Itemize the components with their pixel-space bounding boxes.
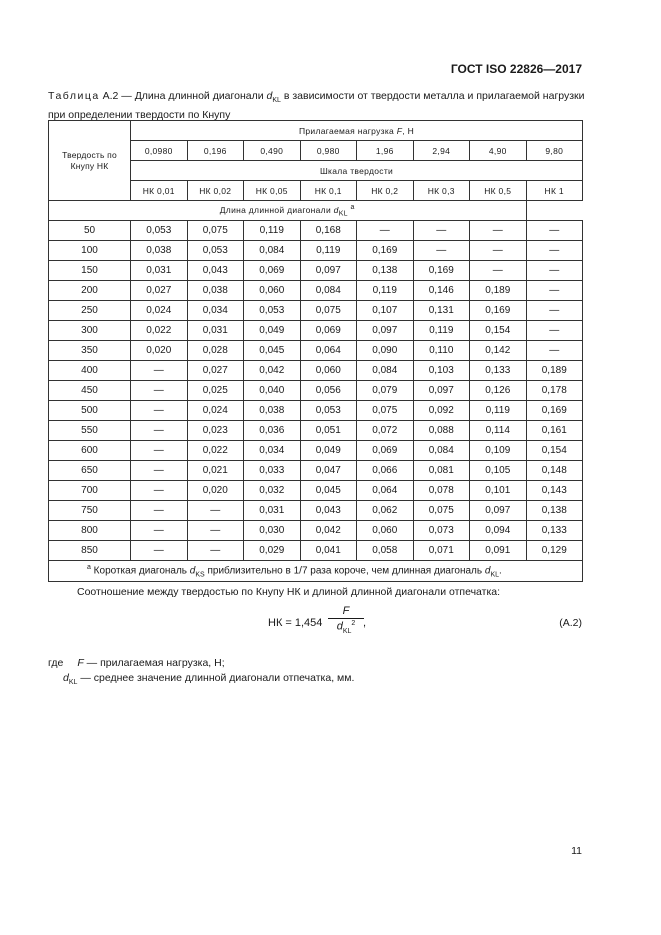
scale-cell: НК 0,2 [357, 181, 414, 201]
diagonal-value-cell: 0,042 [244, 361, 301, 381]
diagonal-value-cell: 0,025 [187, 381, 244, 401]
where-d-symbol: d [63, 672, 69, 684]
formula-comma: , [363, 617, 367, 629]
diagonal-value-cell: 0,049 [244, 321, 301, 341]
caption-number: А.2 [102, 90, 119, 102]
diagonal-value-cell: 0,040 [244, 381, 301, 401]
diagonal-value-cell: — [526, 261, 583, 281]
table-row [49, 501, 583, 521]
diagonal-value-cell: — [526, 301, 583, 321]
length-sub: KL [338, 210, 348, 218]
diagonal-value-cell: 0,028 [187, 341, 244, 361]
table-row [49, 261, 583, 281]
diagonal-value-cell: 0,036 [244, 421, 301, 441]
diagonal-value-cell: — [526, 341, 583, 361]
diagonal-value-cell: 0,064 [357, 481, 414, 501]
table-row [49, 521, 583, 541]
hardness-cell: 200 [49, 281, 131, 301]
diagonal-value-cell: 0,043 [300, 501, 357, 521]
diagonal-value-cell: 0,126 [470, 381, 527, 401]
diagonal-value-cell: 0,060 [244, 281, 301, 301]
diagonal-value-cell: 0,066 [357, 461, 414, 481]
diagonal-value-cell: 0,038 [244, 401, 301, 421]
diagonal-value-cell: 0,119 [470, 401, 527, 421]
diagonal-value-cell: 0,088 [413, 421, 470, 441]
equation-number: (А.2) [559, 617, 582, 629]
diagonal-value-cell: 0,146 [413, 281, 470, 301]
where-f-symbol: F [77, 657, 84, 669]
footnote-text-mid: приблизительно в 1/7 раза короче, чем длинная диагональ [204, 565, 485, 577]
diagonal-value-cell: 0,020 [131, 341, 188, 361]
diagonal-value-cell: 0,038 [131, 241, 188, 261]
diagonal-value-cell: 0,154 [526, 441, 583, 461]
load-value-cell: 0,980 [300, 141, 357, 161]
diagonal-value-cell: 0,097 [470, 501, 527, 521]
scale-header: Шкала твердости [131, 161, 583, 181]
table-row [49, 341, 583, 361]
diagonal-value-cell: 0,030 [244, 521, 301, 541]
diagonal-value-cell: 0,161 [526, 421, 583, 441]
hardness-cell: 600 [49, 441, 131, 461]
load-value-cell: 1,96 [357, 141, 414, 161]
caption-symbol: d [266, 90, 273, 102]
diagonal-value-cell: 0,097 [357, 321, 414, 341]
length-header [49, 201, 527, 221]
diagonal-value-cell: — [187, 541, 244, 561]
where-d-desc: — среднее значение длинной диагонали отпечатка, мм. [77, 672, 355, 684]
scale-cell: НК 0,5 [470, 181, 527, 201]
table-row [49, 321, 583, 341]
diagonal-value-cell: 0,119 [357, 281, 414, 301]
where-f-desc: — прилагаемая нагрузка, Н; [83, 657, 225, 669]
diagonal-value-cell: 0,148 [526, 461, 583, 481]
diagonal-value-cell: 0,041 [300, 541, 357, 561]
diagonal-value-cell: 0,097 [413, 381, 470, 401]
diagonal-value-cell: 0,075 [300, 301, 357, 321]
formula-lhs: НК = 1,454 [268, 617, 323, 629]
diagonal-value-cell: 0,042 [300, 521, 357, 541]
diagonal-value-cell: 0,092 [413, 401, 470, 421]
diagonal-value-cell: 0,031 [187, 321, 244, 341]
diagonal-value-cell: 0,027 [187, 361, 244, 381]
diagonal-value-cell: 0,078 [413, 481, 470, 501]
diagonal-value-cell: 0,060 [357, 521, 414, 541]
footnote-text-before: Короткая диагональ [90, 565, 190, 577]
diagonal-value-cell: — [131, 381, 188, 401]
diagonal-value-cell: 0,071 [413, 541, 470, 561]
table-row [49, 541, 583, 561]
table-row [49, 301, 583, 321]
where-word: где [48, 657, 64, 669]
diagonal-value-cell: 0,103 [413, 361, 470, 381]
diagonal-value-cell: 0,034 [244, 441, 301, 461]
diagonal-value-cell: 0,053 [300, 401, 357, 421]
diagonal-value-cell: 0,154 [470, 321, 527, 341]
caption-text-before: — Длина длинной диагонали [118, 90, 267, 102]
footnote-text-end: . [499, 565, 502, 577]
load-value-cell: 4,90 [470, 141, 527, 161]
diagonal-value-cell: 0,169 [357, 241, 414, 261]
diagonal-value-cell: 0,105 [470, 461, 527, 481]
hardness-cell: 700 [49, 481, 131, 501]
diagonal-value-cell: 0,097 [300, 261, 357, 281]
diagonal-value-cell: — [357, 221, 414, 241]
diagonal-value-cell: 0,075 [357, 401, 414, 421]
caption-label: Таблица [48, 90, 100, 102]
diagonal-value-cell: — [187, 501, 244, 521]
diagonal-value-cell: 0,090 [357, 341, 414, 361]
formula-den-sup: 2 [351, 620, 356, 627]
table-row [49, 381, 583, 401]
hardness-cell: 850 [49, 541, 131, 561]
diagonal-value-cell: 0,031 [131, 261, 188, 281]
diagonal-value-cell: 0,107 [357, 301, 414, 321]
scale-cell: НК 0,01 [131, 181, 188, 201]
diagonal-value-cell: 0,069 [300, 321, 357, 341]
diagonal-value-cell: 0,079 [357, 381, 414, 401]
footnote-sym2: d [484, 565, 491, 577]
footnote-mark: a [87, 564, 91, 571]
diagonal-value-cell: 0,021 [187, 461, 244, 481]
diagonal-value-cell: 0,033 [244, 461, 301, 481]
diagonal-value-cell: 0,051 [300, 421, 357, 441]
diagonal-value-cell: 0,043 [187, 261, 244, 281]
table-row [49, 421, 583, 441]
caption-symbol-sub: KL [272, 97, 281, 105]
scale-cell: НК 0,02 [187, 181, 244, 201]
formula-den-sub: KL [342, 627, 352, 635]
hardness-cell: 750 [49, 501, 131, 521]
diagonal-value-cell: 0,129 [526, 541, 583, 561]
diagonal-value-cell: 0,189 [470, 281, 527, 301]
diagonal-value-cell: 0,049 [300, 441, 357, 461]
table-row [49, 401, 583, 421]
diagonal-value-cell: 0,142 [470, 341, 527, 361]
hardness-cell: 400 [49, 361, 131, 381]
diagonal-value-cell: 0,072 [357, 421, 414, 441]
diagonal-value-cell: 0,143 [526, 481, 583, 501]
table-row [49, 361, 583, 381]
hardness-cell: 350 [49, 341, 131, 361]
table-container [48, 120, 583, 582]
diagonal-value-cell: — [131, 441, 188, 461]
diagonal-value-cell: — [526, 321, 583, 341]
diagonal-value-cell: 0,020 [187, 481, 244, 501]
diagonal-value-cell: 0,169 [470, 301, 527, 321]
hardness-cell: 250 [49, 301, 131, 321]
diagonal-value-cell: 0,023 [187, 421, 244, 441]
diagonal-value-cell: 0,084 [300, 281, 357, 301]
body-paragraph: Соотношение между твердостью по Кнупу НК и длиной длинной диагонали отпечатка: [77, 586, 501, 598]
diagonal-value-cell: 0,169 [413, 261, 470, 281]
diagonal-value-cell: 0,027 [131, 281, 188, 301]
diagonal-value-cell: 0,114 [470, 421, 527, 441]
hardness-cell: 150 [49, 261, 131, 281]
where-line-f [48, 657, 225, 669]
diagonal-value-cell: — [131, 541, 188, 561]
diagonal-value-cell: 0,034 [187, 301, 244, 321]
diagonal-value-cell: 0,053 [244, 301, 301, 321]
diagonal-value-cell: 0,091 [470, 541, 527, 561]
hardness-cell: 300 [49, 321, 131, 341]
diagonal-value-cell: 0,073 [413, 521, 470, 541]
hardness-cell: 500 [49, 401, 131, 421]
diagonal-value-cell: 0,022 [187, 441, 244, 461]
scale-cell: НК 0,3 [413, 181, 470, 201]
scale-cell: НК 0,05 [244, 181, 301, 201]
diagonal-value-cell: 0,038 [187, 281, 244, 301]
hardness-cell: 100 [49, 241, 131, 261]
diagonal-value-cell: — [131, 421, 188, 441]
diagonal-value-cell: 0,119 [413, 321, 470, 341]
diagonal-value-cell: — [526, 221, 583, 241]
diagonal-value-cell: — [131, 501, 188, 521]
diagonal-value-cell: 0,056 [300, 381, 357, 401]
diagonal-value-cell: 0,045 [244, 341, 301, 361]
diagonal-value-cell: — [131, 401, 188, 421]
table-caption [48, 89, 588, 122]
diagonal-value-cell: — [526, 281, 583, 301]
load-value-cell: 0,0980 [131, 141, 188, 161]
page-number: 11 [571, 845, 582, 857]
load-value-cell: 9,80 [526, 141, 583, 161]
diagonal-value-cell: 0,069 [244, 261, 301, 281]
diagonal-value-cell: — [413, 221, 470, 241]
caption-text-after: в зависимости от твердости металла и прилагаемой нагрузки при определении твердости по Кнупу [48, 90, 585, 122]
diagonal-value-cell: — [131, 521, 188, 541]
diagonal-value-cell: 0,032 [244, 481, 301, 501]
length-symbol: d [333, 204, 339, 215]
load-value-cell: 0,490 [244, 141, 301, 161]
diagonal-value-cell: — [131, 481, 188, 501]
diagonal-value-cell: 0,094 [470, 521, 527, 541]
diagonal-value-cell: 0,110 [413, 341, 470, 361]
diagonal-value-cell: — [131, 461, 188, 481]
hardness-cell: 650 [49, 461, 131, 481]
diagonal-value-cell: 0,138 [357, 261, 414, 281]
diagonal-value-cell: 0,062 [357, 501, 414, 521]
where-d-sub: KL [68, 679, 78, 687]
footnote-sym2-sub: KL [490, 571, 499, 579]
diagonal-value-cell: 0,060 [300, 361, 357, 381]
diagonal-value-cell: — [470, 241, 527, 261]
load-unit: , Н [402, 125, 415, 136]
diagonal-value-cell: 0,084 [244, 241, 301, 261]
table-row [49, 241, 583, 261]
formula-denominator [328, 617, 367, 635]
diagonal-value-cell: — [526, 241, 583, 261]
diagonal-value-cell: 0,045 [300, 481, 357, 501]
table-row [49, 221, 583, 241]
table-footnote [49, 561, 583, 582]
table-row [49, 481, 583, 501]
hardness-cell: 550 [49, 421, 131, 441]
diagonal-value-cell: — [413, 241, 470, 261]
diagonal-value-cell: 0,119 [244, 221, 301, 241]
hardness-cell: 800 [49, 521, 131, 541]
diagonal-value-cell: 0,131 [413, 301, 470, 321]
diagonal-value-cell: 0,169 [526, 401, 583, 421]
diagonal-value-cell: 0,101 [470, 481, 527, 501]
diagonal-value-cell: 0,138 [526, 501, 583, 521]
document-header-standard: ГОСТ ISO 22826—2017 [450, 62, 582, 76]
diagonal-value-cell: 0,084 [357, 361, 414, 381]
load-header-text: Прилагаемая нагрузка [298, 125, 397, 136]
length-header-text: Длина длинной диагонали [219, 204, 334, 215]
footnote-sym1-sub: KS [195, 571, 205, 579]
load-value-cell: 2,94 [413, 141, 470, 161]
diagonal-value-cell: — [131, 361, 188, 381]
where-line-d [63, 672, 354, 686]
footnote-sym1: d [189, 565, 196, 577]
row-header-hardness: Твердость по Кнупу НК [49, 121, 131, 201]
formula-numerator: F [328, 605, 364, 619]
formula-fraction [328, 605, 367, 635]
hardness-cell: 450 [49, 381, 131, 401]
table-body [49, 221, 583, 561]
diagonal-value-cell: 0,064 [300, 341, 357, 361]
diagonal-value-cell: 0,168 [300, 221, 357, 241]
table-row [49, 441, 583, 461]
load-value-cell: 0,196 [187, 141, 244, 161]
diagonal-length-table [48, 120, 583, 582]
load-symbol: F [396, 125, 403, 136]
diagonal-value-cell: 0,024 [187, 401, 244, 421]
diagonal-value-cell: — [187, 521, 244, 541]
diagonal-value-cell: 0,133 [526, 521, 583, 541]
diagonal-value-cell: — [470, 221, 527, 241]
diagonal-value-cell: 0,029 [244, 541, 301, 561]
scale-cell: НК 0,1 [300, 181, 357, 201]
diagonal-value-cell: 0,119 [300, 241, 357, 261]
diagonal-value-cell: 0,053 [187, 241, 244, 261]
diagonal-value-cell: 0,133 [470, 361, 527, 381]
diagonal-value-cell: 0,075 [413, 501, 470, 521]
diagonal-value-cell: 0,047 [300, 461, 357, 481]
diagonal-value-cell: 0,022 [131, 321, 188, 341]
length-sup: a [350, 203, 355, 211]
diagonal-value-cell: 0,109 [470, 441, 527, 461]
diagonal-value-cell: 0,084 [413, 441, 470, 461]
diagonal-value-cell: 0,069 [357, 441, 414, 461]
diagonal-value-cell: 0,031 [244, 501, 301, 521]
diagonal-value-cell: 0,024 [131, 301, 188, 321]
diagonal-value-cell: 0,053 [131, 221, 188, 241]
diagonal-value-cell: 0,189 [526, 361, 583, 381]
diagonal-value-cell: 0,075 [187, 221, 244, 241]
diagonal-value-cell: 0,081 [413, 461, 470, 481]
table-row [49, 281, 583, 301]
diagonal-value-cell: 0,178 [526, 381, 583, 401]
load-header [131, 121, 583, 141]
hardness-cell: 50 [49, 221, 131, 241]
diagonal-value-cell: — [470, 261, 527, 281]
table-row [49, 461, 583, 481]
formula-den-symbol: d [336, 620, 343, 633]
diagonal-value-cell: 0,058 [357, 541, 414, 561]
scale-cell: НК 1 [526, 181, 583, 201]
